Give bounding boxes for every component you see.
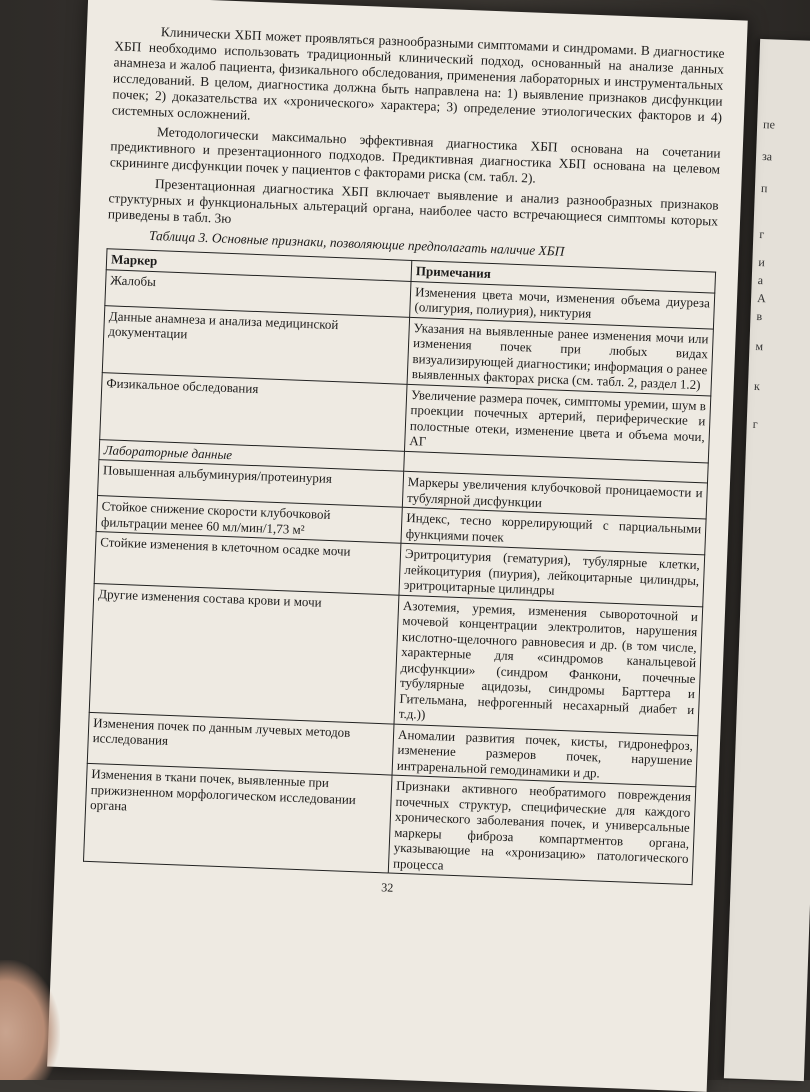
next-page-fragment: к <box>753 378 761 394</box>
next-page-fragment: за <box>761 149 773 164</box>
note-cell: Указания на выявленные ранее изменения мочи или изменения почек при любых видах визуализирующей диагностики; информация о ранее выявленных факторах риска (см. табл. 2, раздел 1.2) <box>407 317 713 396</box>
header-marker: Маркер <box>106 249 412 281</box>
marker-cell: Физикальное обследования <box>100 372 407 451</box>
next-page-fragment: и <box>758 254 766 270</box>
paragraph-clinical: Клинически ХБП может проявляться разнообразными симптомами и синдромами. В диагностике ХБП необходимо использовать традиционный клинический подход, основанный на анализе данных анамнеза и жалоб пациента, физикального обследования, применения лабораторных и инструментальных исследований. В целом, диагностика должна быть направлена на: 1) выявление признаков дисфункции почек; 2) доказательства их «хронического» характера; 3) определение этиологических факторов и 4) системных осложнений. <box>111 24 725 125</box>
table-row <box>89 583 703 735</box>
marker-cell: Повышенная альбуминурия/протеинурия <box>98 460 404 508</box>
markers-table <box>83 248 716 885</box>
marker-cell: Изменения почек по данным лучевых методов исследования <box>87 712 394 775</box>
marker-cell: Данные анамнеза и анализа медицинской документации <box>102 305 409 384</box>
next-page-fragment: А <box>756 290 767 306</box>
table-caption: Таблица 3. Основные признаки, позволяющие предполагать наличие ХБП <box>148 227 565 259</box>
note-cell: Эритроцитурия (гематурия), тубулярные клетки, лейкоцитурия (пиурия), лейкоцитарные цилиндры, эритроцитарные цилиндры <box>399 543 705 606</box>
marker-cell: Изменения в ткани почек, выявленные при прижизненном морфологическом исследовании органа <box>83 763 392 873</box>
next-page-fragment: г <box>759 227 765 242</box>
next-page-fragment: пе <box>762 117 776 132</box>
marker-cell: Стойкое снижение скорости клубочковой фильтрации менее 60 мл/мин/1,73 м² <box>96 496 402 544</box>
marker-cell: Жалобы <box>105 269 411 317</box>
page-number: 32 <box>380 880 394 895</box>
header-notes: Примечания <box>411 260 716 292</box>
next-page-fragment: а <box>757 272 764 288</box>
book-page <box>47 0 748 1092</box>
note-cell: Аномалии развития почек, кисты, гидронефроз, изменение размеров почек, нарушение интраренальной гемодинамики и др. <box>392 724 698 787</box>
note-cell: Азотемия, уремия, изменения сывороточной и мочевой концентрации электролитов, нарушения кислотно-щелочного равновесия и др. (в том числе, характерные для «синдромов канальцевой дисфункции» (синдром Фанкони, почечные тубулярные ацидозы, синдромы Барттера и Гительмана, нефрогенный несахарный диабет и т.д.)) <box>394 595 703 736</box>
paragraph-presentation: Презентационная диагностика ХБП включает выявление и анализ разнообразных признаков структурных и функциональных альтераций органа, наиболее часто встречающиеся симптомы которых приведены в табл. 3ю <box>107 176 719 229</box>
next-page-fragment: г <box>752 416 758 432</box>
next-page-fragment: п <box>760 181 768 196</box>
note-cell: Индекс, тесно коррелирующий с парциальными функциями почек <box>401 507 706 555</box>
finger-shadow <box>0 960 60 1080</box>
marker-cell: Другие изменения состава крови и мочи <box>89 583 399 724</box>
section-cell: Лабораторные данные <box>99 439 405 471</box>
note-cell: Маркеры увеличения клубочковой проницаемости и тубулярной дисфункции <box>402 471 707 519</box>
note-cell: Признаки активного необратимого повреждения почечных структур, специфические для каждого хронического заболевания почек, и универсальные маркеры фиброза компартментов органа, указывающие на «хронизацию» патологического процесса <box>388 775 696 885</box>
marker-cell: Стойкие изменения в клеточном осадке мочи <box>94 532 401 595</box>
next-page-fragment: в <box>756 308 763 324</box>
note-cell: Увеличение размера почек, симптомы уремии, шум в проекции почечных артерий, периферические и полостные отеки, изменение цвета и объема мочи, АГ <box>404 384 710 463</box>
note-cell: Изменения цвета мочи, изменения объема диуреза (олигурия, полиурия), никтурия <box>410 281 715 329</box>
next-page-fragment: м <box>755 338 764 354</box>
paragraph-methodology: Методологически максимально эффективная диагностика ХБП основана на сочетании предиктивного и презентационного подходов. Предиктивная диагностика ХБП основана на целевом скрининге дисфункции почек у пациентов с факторами риска (см. табл. 2). <box>109 124 721 186</box>
page-content <box>82 22 725 905</box>
